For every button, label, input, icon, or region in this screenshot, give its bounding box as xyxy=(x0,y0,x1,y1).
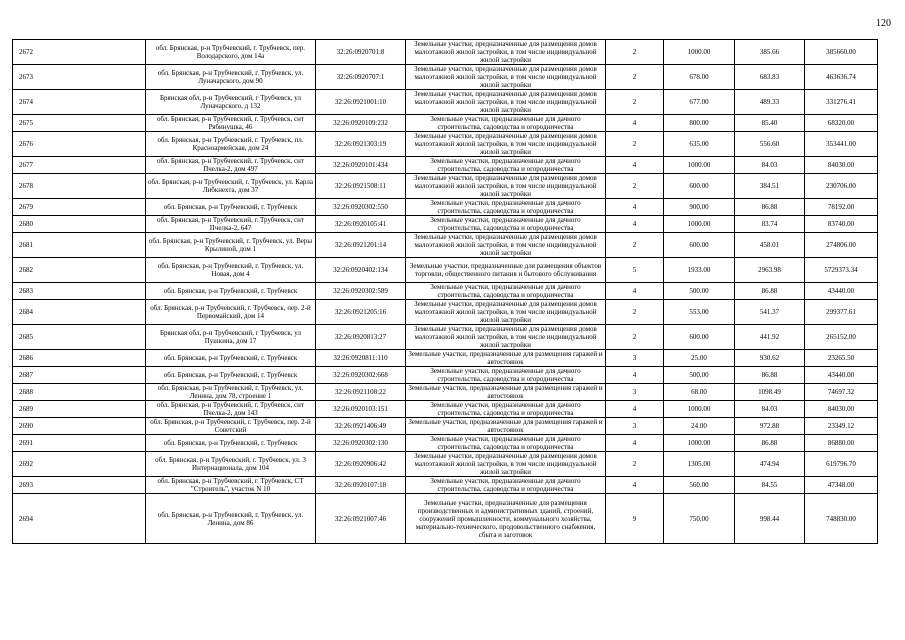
area-cell: 750.00 xyxy=(664,494,735,544)
specific-value-cell: 84.03 xyxy=(735,401,805,418)
group-cell: 4 xyxy=(606,157,664,174)
land-use-cell: Земельные участки, предназначенные для размещения домов малоэтажной жилой застройки, в том числе индивидуальной жилой застройки xyxy=(406,90,606,115)
cadastral-value-cell: 83740.00 xyxy=(805,216,878,233)
address-cell: обл. Брянская, р-н Трубчевский, г. Трубчевск, СТ "Строитель", участок N 10 xyxy=(146,477,316,494)
cadastral-number-cell: 32:26:0920107:18 xyxy=(316,477,406,494)
specific-value-cell: 998.44 xyxy=(735,494,805,544)
area-cell: 1000.00 xyxy=(664,157,735,174)
specific-value-cell: 474.94 xyxy=(735,452,805,477)
address-cell: обл. Брянская, р-н Трубчевский, г. Трубчевск, снт Пчелка-2, дом 497 xyxy=(146,157,316,174)
area-cell: 560.00 xyxy=(664,477,735,494)
cadastral-value-cell: 385660.00 xyxy=(805,40,878,65)
area-cell: 500.00 xyxy=(664,283,735,300)
cadastral-value-cell: 47348.00 xyxy=(805,477,878,494)
land-use-cell: Земельные участки, предназначенные для размещения объектов торговли, общественного питания и бытового обслуживания xyxy=(406,258,606,283)
row-number: 2674 xyxy=(13,90,146,115)
land-use-cell: Земельные участки, предназначенные для дачного строительства, садоводства и огородничества xyxy=(406,367,606,384)
cadastral-value-cell: 230706.00 xyxy=(805,174,878,199)
group-cell: 2 xyxy=(606,325,664,350)
cadastral-value-cell: 748830.00 xyxy=(805,494,878,544)
row-number: 2694 xyxy=(13,494,146,544)
specific-value-cell: 541.37 xyxy=(735,300,805,325)
address-cell: обл. Брянская, р-н Трубчевский, г. Трубчевск, ул. Луначарского, дом 90 xyxy=(146,65,316,90)
row-number: 2682 xyxy=(13,258,146,283)
land-use-cell: Земельные участки, предназначенные для дачного строительства, садоводства и огородничества xyxy=(406,199,606,216)
group-cell: 2 xyxy=(606,40,664,65)
table-row xyxy=(13,350,878,367)
area-cell: 677.00 xyxy=(664,90,735,115)
area-cell: 25.00 xyxy=(664,350,735,367)
cadastral-value-cell: 84030.00 xyxy=(805,401,878,418)
area-cell: 1000.00 xyxy=(664,216,735,233)
cadastral-number-cell: 32:26:0920402:134 xyxy=(316,258,406,283)
table-row xyxy=(13,325,878,350)
specific-value-cell: 86.88 xyxy=(735,199,805,216)
address-cell: обл. Брянская, р-н Трубчевский, г. Трубчевск, пер. 2-й Первомайский, дом 14 xyxy=(146,300,316,325)
group-cell: 2 xyxy=(606,452,664,477)
cadastral-number-cell: 32:26:0920707:1 xyxy=(316,65,406,90)
land-use-cell: Земельные участки, предназначенные для дачного строительства, садоводства и огородничества xyxy=(406,115,606,132)
address-cell: обл. Брянская, р-н Трубчевский, г. Трубчевск xyxy=(146,350,316,367)
address-cell: обл. Брянская, р-н Трубчевский, г. Трубчевск xyxy=(146,283,316,300)
row-number: 2675 xyxy=(13,115,146,132)
land-use-cell: Земельные участки, предназначенные для дачного строительства, садоводства и огородничества xyxy=(406,157,606,174)
land-use-cell: Земельные участки, предназначенные для размещения гаражей и автостоянок xyxy=(406,350,606,367)
cadastral-value-cell: 5729373.34 xyxy=(805,258,878,283)
table-row xyxy=(13,300,878,325)
cadastral-number-cell: 32:26:0920109:232 xyxy=(316,115,406,132)
table-row xyxy=(13,418,878,435)
land-use-cell: Земельные участки, предназначенные для дачного строительства, садоводства и огородничества xyxy=(406,216,606,233)
table-row xyxy=(13,367,878,384)
group-cell: 2 xyxy=(606,233,664,258)
group-cell: 3 xyxy=(606,418,664,435)
cadastral-number-cell: 32:26:0920103:151 xyxy=(316,401,406,418)
row-number: 2687 xyxy=(13,367,146,384)
area-cell: 1305.00 xyxy=(664,452,735,477)
table-row xyxy=(13,40,878,65)
row-number: 2685 xyxy=(13,325,146,350)
table-row xyxy=(13,157,878,174)
cadastral-value-cell: 353441.00 xyxy=(805,132,878,157)
specific-value-cell: 683.83 xyxy=(735,65,805,90)
land-use-cell: Земельные участки, предназначенные для дачного строительства, садоводства и огородничества xyxy=(406,435,606,452)
cadastral-value-cell: 43440.00 xyxy=(805,367,878,384)
cadastral-number-cell: 32:26:0921406:49 xyxy=(316,418,406,435)
table-row xyxy=(13,401,878,418)
land-use-cell: Земельные участки, предназначенные для размещения гаражей и автостоянок xyxy=(406,384,606,401)
cadastral-value-cell: 74697.32 xyxy=(805,384,878,401)
row-number: 2672 xyxy=(13,40,146,65)
specific-value-cell: 972.88 xyxy=(735,418,805,435)
land-use-cell: Земельные участки, предназначенные для размещения домов малоэтажной жилой застройки, в том числе индивидуальной жилой застройки xyxy=(406,452,606,477)
land-use-cell: Земельные участки, предназначенные для размещения гаражей и автостоянок xyxy=(406,418,606,435)
group-cell: 4 xyxy=(606,401,664,418)
cadastral-value-cell: 299377.61 xyxy=(805,300,878,325)
area-cell: 553.00 xyxy=(664,300,735,325)
cadastral-number-cell: 32:26:0920302:130 xyxy=(316,435,406,452)
row-number: 2681 xyxy=(13,233,146,258)
land-use-cell: Земельные участки, предназначенные для дачного строительства, садоводства и огородничества xyxy=(406,401,606,418)
table-body xyxy=(13,40,878,544)
address-cell: обл. Брянская, р-н Трубчевский, г. Трубчевск, ул. Карла Либкнехта, дом 37 xyxy=(146,174,316,199)
specific-value-cell: 2963.98 xyxy=(735,258,805,283)
table-row xyxy=(13,233,878,258)
group-cell: 3 xyxy=(606,384,664,401)
address-cell: Брянская обл, р-н Трубчевский, г Трубчевск, ул Пушкина, дом 17 xyxy=(146,325,316,350)
group-cell: 2 xyxy=(606,90,664,115)
cadastral-number-cell: 32:26:0920701:8 xyxy=(316,40,406,65)
group-cell: 2 xyxy=(606,132,664,157)
cadastral-value-cell: 23349.12 xyxy=(805,418,878,435)
group-cell: 4 xyxy=(606,216,664,233)
cadastral-value-table xyxy=(12,39,878,544)
row-number: 2684 xyxy=(13,300,146,325)
row-number: 2679 xyxy=(13,199,146,216)
cadastral-value-cell: 84030.00 xyxy=(805,157,878,174)
area-cell: 1000.00 xyxy=(664,401,735,418)
specific-value-cell: 1098.49 xyxy=(735,384,805,401)
specific-value-cell: 385.66 xyxy=(735,40,805,65)
area-cell: 600.00 xyxy=(664,233,735,258)
cadastral-value-cell: 265152.00 xyxy=(805,325,878,350)
table-row xyxy=(13,384,878,401)
cadastral-value-cell: 23265.50 xyxy=(805,350,878,367)
area-cell: 900.00 xyxy=(664,199,735,216)
cadastral-number-cell: 32:26:0921007:46 xyxy=(316,494,406,544)
table-row xyxy=(13,115,878,132)
group-cell: 4 xyxy=(606,199,664,216)
row-number: 2677 xyxy=(13,157,146,174)
address-cell: обл. Брянская, р-н Трубчевский, г. Трубчевск, снт Пчелка-2, дом 143 xyxy=(146,401,316,418)
address-cell: обл. Брянская, р-н Трубчевский, г. Трубчевск, ул. Ленина, дом 78, строение 1 xyxy=(146,384,316,401)
cadastral-value-cell: 274806.00 xyxy=(805,233,878,258)
row-number: 2691 xyxy=(13,435,146,452)
address-cell: обл. Брянская, р-н Трубчевский, г. Трубчевск, ул. Веры Крылиной, дом 1 xyxy=(146,233,316,258)
cadastral-number-cell: 32:26:0921001:10 xyxy=(316,90,406,115)
cadastral-value-cell: 463636.74 xyxy=(805,65,878,90)
table-row xyxy=(13,452,878,477)
table-row xyxy=(13,199,878,216)
row-number: 2683 xyxy=(13,283,146,300)
specific-value-cell: 84.03 xyxy=(735,157,805,174)
land-use-cell: Земельные участки, предназначенные для дачного строительства, садоводства и огородничества xyxy=(406,477,606,494)
specific-value-cell: 83.74 xyxy=(735,216,805,233)
address-cell: обл. Брянская, р-н Трубчевский, г. Трубчевск, ул. 3 Интернационала, дом 104 xyxy=(146,452,316,477)
land-use-cell: Земельные участки, предназначенные для размещения производственных и административных зданий, строений, сооружений промышленности, коммунального хозяйства, материально-технического, продовольственного снабжения, сбыта и заготовок xyxy=(406,494,606,544)
row-number: 2686 xyxy=(13,350,146,367)
group-cell: 4 xyxy=(606,115,664,132)
address-cell: обл. Брянская, р-н Трубчевский, г. Трубчевск, снт Рябинушка, 46 xyxy=(146,115,316,132)
row-number: 2678 xyxy=(13,174,146,199)
group-cell: 3 xyxy=(606,350,664,367)
cadastral-number-cell: 32:26:0920906:42 xyxy=(316,452,406,477)
address-cell: обл. Брянская, р-н Трубчевский, г. Трубчевск xyxy=(146,435,316,452)
cadastral-number-cell: 32:26:0920105:41 xyxy=(316,216,406,233)
specific-value-cell: 489.33 xyxy=(735,90,805,115)
cadastral-value-cell: 68320.00 xyxy=(805,115,878,132)
table-row xyxy=(13,65,878,90)
address-cell: обл. Брянская, р-н Трубчевский, г. Трубчевск, снт Пчелка-2, 647 xyxy=(146,216,316,233)
cadastral-number-cell: 32:26:0921201:14 xyxy=(316,233,406,258)
group-cell: 4 xyxy=(606,435,664,452)
address-cell: обл. Брянская, р-н Трубчевский, г. Трубчевск xyxy=(146,367,316,384)
row-number: 2676 xyxy=(13,132,146,157)
address-cell: обл. Брянская, р-н Трубчевский, г. Трубчевск, пер. 2-й Советский xyxy=(146,418,316,435)
specific-value-cell: 86.88 xyxy=(735,435,805,452)
cadastral-number-cell: 32:26:0920302:589 xyxy=(316,283,406,300)
row-number: 2689 xyxy=(13,401,146,418)
row-number: 2690 xyxy=(13,418,146,435)
specific-value-cell: 441.92 xyxy=(735,325,805,350)
area-cell: 635.00 xyxy=(664,132,735,157)
cadastral-value-cell: 43440.00 xyxy=(805,283,878,300)
land-use-cell: Земельные участки, предназначенные для размещения домов малоэтажной жилой застройки, в том числе индивидуальной жилой застройки xyxy=(406,174,606,199)
cadastral-value-cell: 78192.00 xyxy=(805,199,878,216)
cadastral-number-cell: 32:26:0921108:22 xyxy=(316,384,406,401)
row-number: 2673 xyxy=(13,65,146,90)
land-use-cell: Земельные участки, предназначенные для размещения домов малоэтажной жилой застройки, в том числе индивидуальной жилой застройки xyxy=(406,132,606,157)
table-row xyxy=(13,494,878,544)
row-number: 2692 xyxy=(13,452,146,477)
page-number: 120 xyxy=(876,18,891,29)
table-row xyxy=(13,283,878,300)
group-cell: 5 xyxy=(606,258,664,283)
row-number: 2688 xyxy=(13,384,146,401)
area-cell: 1933.00 xyxy=(664,258,735,283)
specific-value-cell: 458.01 xyxy=(735,233,805,258)
land-use-cell: Земельные участки, предназначенные для размещения домов малоэтажной жилой застройки, в том числе индивидуальной жилой застройки xyxy=(406,233,606,258)
specific-value-cell: 384.51 xyxy=(735,174,805,199)
land-use-cell: Земельные участки, предназначенные для размещения домов малоэтажной жилой застройки, в том числе индивидуальной жилой застройки xyxy=(406,65,606,90)
land-use-cell: Земельные участки, предназначенные для дачного строительства, садоводства и огородничества xyxy=(406,283,606,300)
area-cell: 678.00 xyxy=(664,65,735,90)
area-cell: 68.00 xyxy=(664,384,735,401)
address-cell: обл. Брянская, р-н Трубчевский, г. Трубчевск, ул. Новая, дом 4 xyxy=(146,258,316,283)
table-row xyxy=(13,216,878,233)
table-row xyxy=(13,435,878,452)
specific-value-cell: 556.60 xyxy=(735,132,805,157)
land-use-cell: Земельные участки, предназначенные для размещения домов малоэтажной жилой застройки, в том числе индивидуальной жилой застройки xyxy=(406,300,606,325)
address-cell: обл. Брянская, р-н Трубчевский, г. Трубчевск, пл. Красноармейская, дом 24 xyxy=(146,132,316,157)
cadastral-number-cell: 32:26:0921303:19 xyxy=(316,132,406,157)
cadastral-value-cell: 86880.00 xyxy=(805,435,878,452)
group-cell: 2 xyxy=(606,174,664,199)
cadastral-number-cell: 32:26:0921508:11 xyxy=(316,174,406,199)
address-cell: Брянская обл, р-н Трубчевский, г Трубчевск, ул Луначарского, д 132 xyxy=(146,90,316,115)
cadastral-number-cell: 32:26:0920302:550 xyxy=(316,199,406,216)
cadastral-number-cell: 32:26:0920813:27 xyxy=(316,325,406,350)
table-row xyxy=(13,174,878,199)
cadastral-number-cell: 32:26:0920302:668 xyxy=(316,367,406,384)
cadastral-number-cell: 32:26:0920101:434 xyxy=(316,157,406,174)
specific-value-cell: 84.55 xyxy=(735,477,805,494)
area-cell: 1000.00 xyxy=(664,40,735,65)
specific-value-cell: 930.62 xyxy=(735,350,805,367)
row-number: 2693 xyxy=(13,477,146,494)
area-cell: 24.00 xyxy=(664,418,735,435)
group-cell: 2 xyxy=(606,65,664,90)
area-cell: 1000.00 xyxy=(664,435,735,452)
group-cell: 4 xyxy=(606,367,664,384)
area-cell: 800.00 xyxy=(664,115,735,132)
area-cell: 500.00 xyxy=(664,367,735,384)
group-cell: 9 xyxy=(606,494,664,544)
group-cell: 4 xyxy=(606,283,664,300)
row-number: 2680 xyxy=(13,216,146,233)
cadastral-number-cell: 32:26:0921205:16 xyxy=(316,300,406,325)
specific-value-cell: 86.88 xyxy=(735,367,805,384)
specific-value-cell: 85.40 xyxy=(735,115,805,132)
address-cell: обл. Брянская, р-н Трубчевский, г. Трубчевск, ул. Ленина, дом 86 xyxy=(146,494,316,544)
address-cell: обл. Брянская, р-н Трубчевский, г. Трубчевск, пер. Володарского, дом 14а xyxy=(146,40,316,65)
land-use-cell: Земельные участки, предназначенные для размещения домов малоэтажной жилой застройки, в том числе индивидуальной жилой застройки xyxy=(406,325,606,350)
land-use-cell: Земельные участки, предназначенные для размещения домов малоэтажной жилой застройки, в том числе индивидуальной жилой застройки xyxy=(406,40,606,65)
specific-value-cell: 86.88 xyxy=(735,283,805,300)
table-row xyxy=(13,258,878,283)
table-row xyxy=(13,132,878,157)
cadastral-value-cell: 331276.41 xyxy=(805,90,878,115)
table-row xyxy=(13,90,878,115)
cadastral-number-cell: 32:26:0920811:110 xyxy=(316,350,406,367)
cadastral-value-cell: 619796.70 xyxy=(805,452,878,477)
group-cell: 4 xyxy=(606,477,664,494)
address-cell: обл. Брянская, р-н Трубчевский, г. Трубчевск xyxy=(146,199,316,216)
table-row xyxy=(13,477,878,494)
group-cell: 2 xyxy=(606,300,664,325)
area-cell: 600.00 xyxy=(664,174,735,199)
area-cell: 600.00 xyxy=(664,325,735,350)
